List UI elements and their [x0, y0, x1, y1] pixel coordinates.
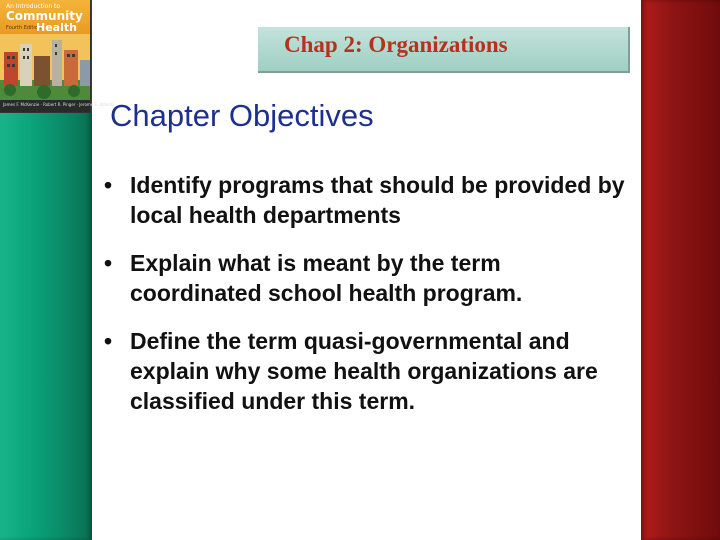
bullet-text: Explain what is meant by the term coordinated school health program. — [130, 250, 523, 306]
bullet-dot: • — [104, 250, 113, 276]
bullet-item — [104, 248, 634, 308]
bullet-item — [104, 170, 634, 230]
book-edition: Fourth Edition — [6, 25, 41, 31]
city-illustration — [0, 34, 90, 100]
bullet-text: Define the term quasi-governmental and explain why some health organizations are classified under this term. — [130, 328, 598, 414]
header-title: Chap 2: Organizations — [284, 32, 508, 57]
slide-title: Chapter Objectives — [110, 98, 374, 133]
book-cover-footer — [0, 100, 115, 112]
bullet-dot: • — [104, 328, 113, 354]
bullet-text: Identify programs that should be provided by local health departments — [130, 172, 625, 228]
right-accent-bar — [641, 0, 720, 540]
book-authors: James F. McKenzie · Robert R. Pinger · Jerome E. Kotecki — [3, 102, 115, 107]
book-cover-image — [0, 0, 115, 113]
book-subtitle: An Introduction to — [6, 3, 61, 10]
book-title-line1: Community — [6, 9, 83, 23]
bullet-dot: • — [104, 172, 113, 198]
bullet-item — [104, 326, 634, 416]
book-title-line2: Health — [36, 21, 77, 34]
bullet-list — [104, 170, 634, 434]
